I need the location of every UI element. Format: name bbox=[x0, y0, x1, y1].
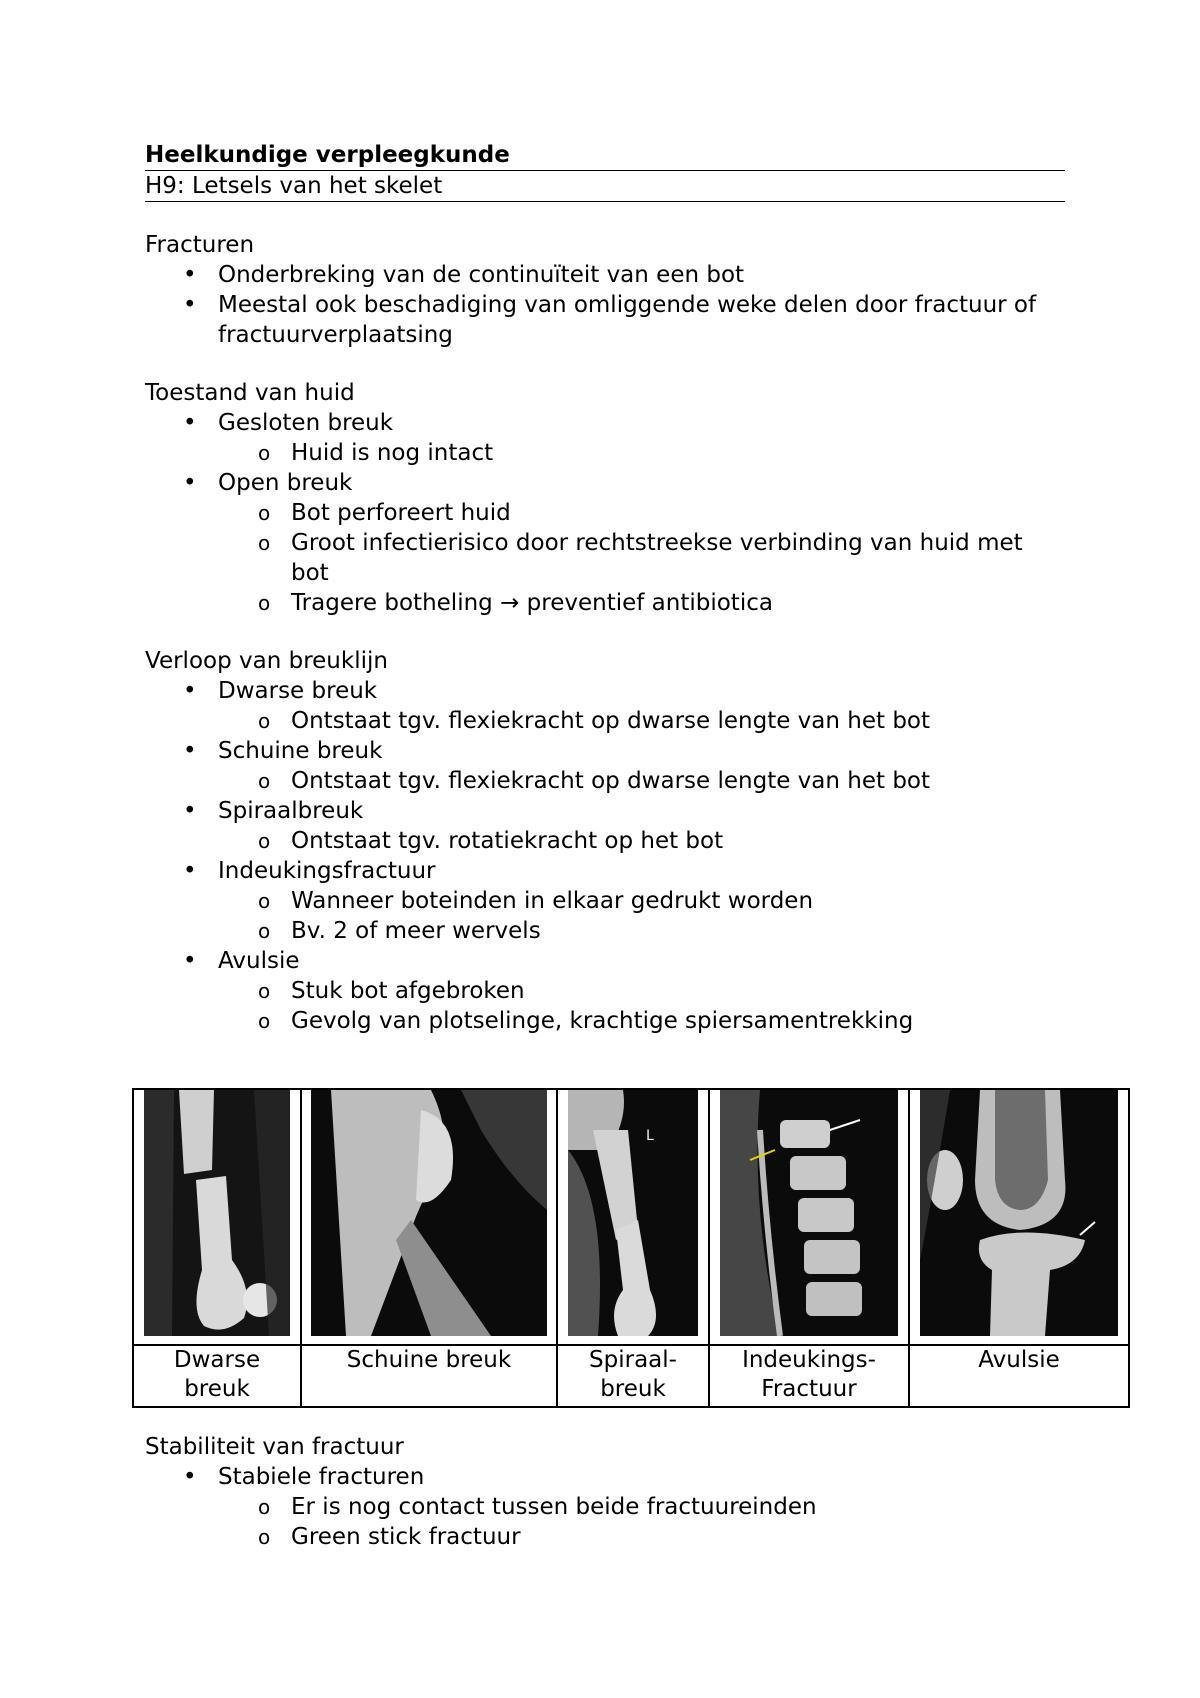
spiral-fracture-xray-image bbox=[568, 1090, 698, 1336]
section-title: Verloop van breuklijn bbox=[145, 648, 388, 674]
section-stabiliteit bbox=[145, 1432, 1065, 1552]
sub-bullet-icon: o bbox=[258, 979, 271, 1003]
section-title: Fracturen bbox=[145, 232, 255, 258]
section-fracturen bbox=[145, 230, 1065, 350]
sub-list-item: o Huid is nog intact bbox=[258, 440, 494, 466]
section-title: Toestand van huid bbox=[145, 380, 355, 406]
bullet-icon: • bbox=[183, 292, 197, 318]
sub-list-item: o Ontstaat tgv. flexiekracht op dwarse lengte van het bot bbox=[258, 768, 931, 794]
bullet-icon: • bbox=[183, 738, 197, 764]
sub-bullet-icon: o bbox=[258, 769, 271, 793]
document-page bbox=[145, 140, 1065, 1036]
list-item: • Spiraalbreuk o Ontstaat tgv. rotatiekracht op het bot bbox=[145, 796, 1065, 856]
avulsion-fracture-ct-image bbox=[920, 1090, 1118, 1336]
svg-text:L: L bbox=[646, 1128, 654, 1144]
bullet-icon: • bbox=[183, 948, 197, 974]
bullet-icon: • bbox=[183, 410, 197, 436]
sub-list-item: o Bot perforeert huid bbox=[258, 500, 511, 526]
caption-schuine-breuk: Schuine breuk bbox=[301, 1345, 557, 1407]
list-item: • Dwarse breuk o Ontstaat tgv. flexiekracht op dwarse lengte van het bot bbox=[145, 676, 1065, 736]
caption-avulsie: Avulsie bbox=[909, 1345, 1129, 1407]
list-item: • Open breuk o Bot perforeert huid o Groot infectierisico door rechtstreekse verbinding van huid met bot o Tragere botheling → preventief antibiotica bbox=[145, 468, 1065, 618]
bullet-icon: • bbox=[183, 678, 197, 704]
bullet-icon: • bbox=[183, 798, 197, 824]
sub-list-item: o Gevolg van plotselinge, krachtige spiersamentrekking bbox=[258, 1008, 914, 1034]
sub-list-item: o Stuk bot afgebroken bbox=[258, 978, 525, 1004]
sub-bullet-icon: o bbox=[258, 709, 271, 733]
fracture-types-table bbox=[132, 1088, 1130, 1408]
sub-bullet-icon: o bbox=[258, 829, 271, 853]
sub-list-item: o Groot infectierisico door rechtstreekse verbinding van huid met bot bbox=[258, 530, 1023, 586]
sub-list-item: o Er is nog contact tussen beide fractuureinden bbox=[258, 1494, 817, 1520]
sub-bullet-icon: o bbox=[258, 889, 271, 913]
sub-list-item: o Green stick fractuur bbox=[258, 1524, 521, 1550]
xray-cell-spiraal bbox=[557, 1089, 709, 1345]
sub-bullet-icon: o bbox=[258, 501, 271, 525]
chapter-title: H9: Letsels van het skelet bbox=[145, 171, 1065, 202]
sub-bullet-icon: o bbox=[258, 1495, 271, 1519]
sub-bullet-icon: o bbox=[258, 919, 271, 943]
caption-spiraalbreuk: Spiraal- breuk bbox=[557, 1345, 709, 1407]
xray-cell-avulsie bbox=[909, 1089, 1129, 1345]
sub-list-item: o Ontstaat tgv. flexiekracht op dwarse lengte van het bot bbox=[258, 708, 931, 734]
caption-indeukingsfractuur: Indeukings- Fractuur bbox=[709, 1345, 909, 1407]
sub-bullet-icon: o bbox=[258, 591, 271, 615]
sub-list-item: o Bv. 2 of meer wervels bbox=[258, 918, 541, 944]
section-verloop-breuklijn bbox=[145, 646, 1065, 1036]
list-item: • Avulsie o Stuk bot afgebroken o Gevolg van plotselinge, krachtige spiersamentrekking bbox=[145, 946, 1065, 1036]
sub-bullet-icon: o bbox=[258, 531, 271, 555]
list-item: • Indeukingsfractuur o Wanneer boteinden in elkaar gedrukt worden o Bv. 2 of meer wervels bbox=[145, 856, 1065, 946]
section-title: Stabiliteit van fractuur bbox=[145, 1434, 404, 1460]
bullet-icon: • bbox=[183, 1464, 197, 1490]
list-item: • Gesloten breuk o Huid is nog intact bbox=[145, 408, 1065, 468]
bullet-icon: • bbox=[183, 470, 197, 496]
document-title: Heelkundige verpleegkunde bbox=[145, 140, 1065, 171]
bullet-icon: • bbox=[183, 262, 197, 288]
bullet-icon: • bbox=[183, 858, 197, 884]
sub-bullet-icon: o bbox=[258, 1525, 271, 1549]
sub-bullet-icon: o bbox=[258, 1009, 271, 1033]
compression-fracture-ct-image bbox=[720, 1090, 898, 1336]
sub-list-item: o Ontstaat tgv. rotatiekracht op het bot bbox=[258, 828, 724, 854]
list-item: • Stabiele fracturen o Er is nog contact tussen beide fractuureinden o Green stick fractuur bbox=[145, 1462, 1065, 1552]
sub-list-item: o Tragere botheling → preventief antibiotica bbox=[258, 590, 773, 616]
transverse-fracture-xray-image bbox=[144, 1090, 290, 1336]
list-item: • Onderbreking van de continuïteit van een bot bbox=[183, 262, 745, 288]
xray-cell-schuine bbox=[301, 1089, 557, 1345]
sub-list-item: o Wanneer boteinden in elkaar gedrukt worden bbox=[258, 888, 814, 914]
list-item: • Schuine breuk o Ontstaat tgv. flexiekracht op dwarse lengte van het bot bbox=[145, 736, 1065, 796]
section-toestand-huid bbox=[145, 378, 1065, 618]
list-item: • Meestal ook beschadiging van omliggende weke delen door fractuur of fractuurverplaatsing bbox=[183, 292, 1037, 348]
caption-dwarse-breuk: Dwarse breuk bbox=[133, 1345, 301, 1407]
sub-bullet-icon: o bbox=[258, 441, 271, 465]
xray-cell-indeukings bbox=[709, 1089, 909, 1345]
oblique-fracture-xray-image bbox=[311, 1090, 547, 1336]
xray-cell-dwarse bbox=[133, 1089, 301, 1345]
